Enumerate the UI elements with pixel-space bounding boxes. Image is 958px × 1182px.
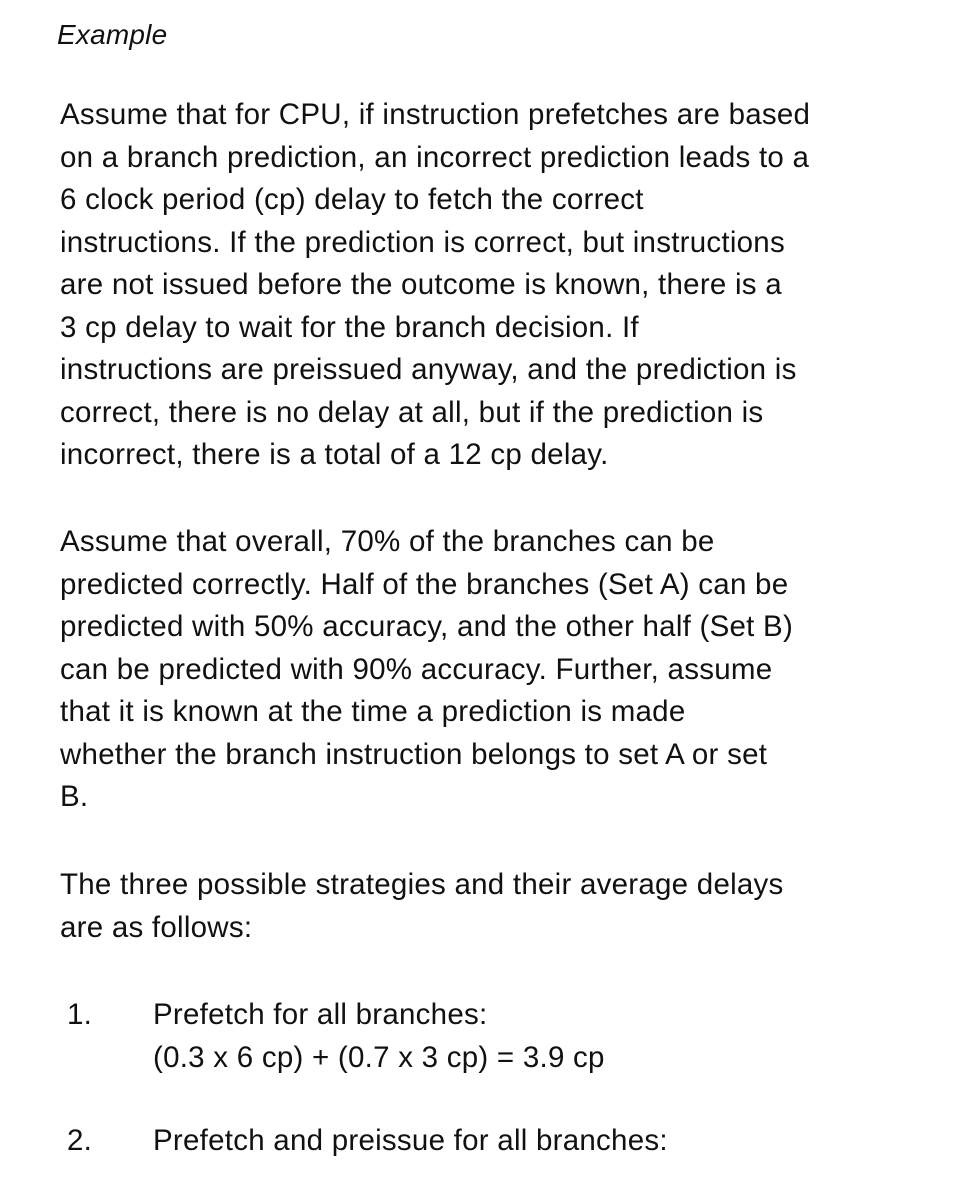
text-line: whether the branch instruction belongs to set A or set [60,737,768,771]
text-line: are as follows: [60,910,253,944]
text-line: B. [60,780,89,813]
text-line: can be predicted with 90% accuracy. Further, assume [60,652,773,686]
strategy-title: Prefetch for all branches: [153,998,488,1031]
text-line: on a branch prediction, an incorrect prediction leads to a [60,140,810,174]
text-line: 6 clock period (cp) delay to fetch the correct [60,183,644,216]
text-line: Assume that overall, 70% of the branches can be [60,525,715,558]
text-line: predicted correctly. Half of the branches (Set A) can be [60,567,789,601]
paragraph-strategies-intro [60,864,935,949]
text-line: are not issued before the outcome is known, there is a [60,268,782,301]
strategy-body [153,994,605,1079]
paragraph-delays [60,94,935,477]
paragraph-accuracy [60,521,935,819]
strategy-formula: (0.3 x 6 cp) + (0.7 x 3 cp) = 3.9 cp [153,1040,605,1074]
text-line: Assume that for CPU, if instruction prefetches are based [60,98,811,131]
text-line: predicted with 50% accuracy, and the other half (Set B) [60,610,794,643]
example-heading: Example [57,19,168,50]
text-line: instructions. If the prediction is correct, but instructions [60,225,785,259]
strategy-number: 2. [67,1124,93,1157]
strategy-title: Prefetch and preissue for all branches: [153,1124,668,1157]
text-line: 3 cp delay to wait for the branch decision. If [60,310,639,344]
text-line: incorrect, there is a total of a 12 cp delay. [60,438,609,471]
strategy-body [153,1120,668,1163]
strategy-number: 1. [67,998,93,1031]
text-line: The three possible strategies and their average delays [60,868,784,901]
text-line: instructions are preissued anyway, and the prediction is [60,353,797,386]
text-line: correct, there is no delay at all, but if the prediction is [60,395,764,429]
text-line: that it is known at the time a prediction is made [60,695,686,728]
